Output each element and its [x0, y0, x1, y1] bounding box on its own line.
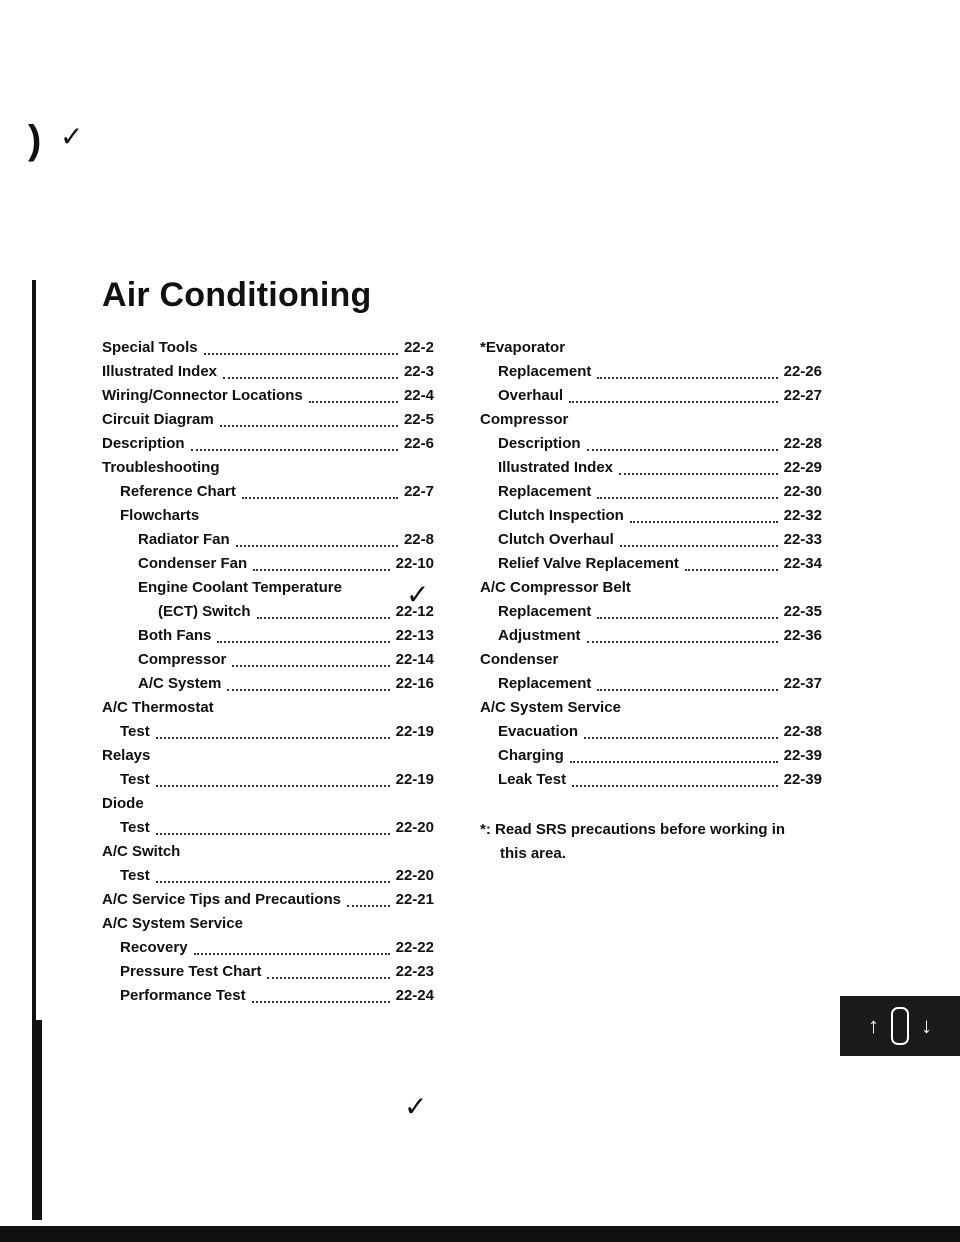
dot-leader	[587, 640, 778, 643]
toc-entry[interactable]	[102, 360, 434, 384]
toc-heading	[102, 504, 434, 528]
toc-label: Compressor	[138, 651, 227, 668]
toc-label: Reference Chart	[120, 483, 236, 500]
toc-label: Condenser Fan	[138, 555, 248, 572]
scroll-thumb-icon[interactable]	[891, 1007, 909, 1045]
dot-leader	[587, 448, 778, 451]
dot-leader	[597, 376, 777, 379]
toc-label: Test	[120, 723, 150, 740]
toc-page-number: 22-16	[395, 675, 434, 692]
toc-label: A/C Compressor Belt	[480, 579, 631, 596]
toc-heading	[480, 576, 822, 600]
toc-entry[interactable]	[102, 936, 434, 960]
dot-leader	[619, 472, 778, 475]
toc-entry[interactable]	[480, 768, 822, 792]
toc-label: Both Fans	[138, 627, 212, 644]
dot-leader	[267, 976, 389, 979]
toc-label: Pressure Test Chart	[120, 963, 262, 980]
toc-entry[interactable]	[102, 336, 434, 360]
toc-page-number: 22-2	[403, 339, 434, 356]
toc-label: Flowcharts	[120, 507, 200, 524]
toc-page-number: 22-12	[395, 603, 434, 620]
page-navigation[interactable]	[840, 996, 960, 1056]
toc-label: Engine Coolant Temperature	[138, 579, 342, 596]
toc-page-number: 22-39	[783, 747, 822, 764]
toc-page-number: 22-32	[783, 507, 822, 524]
toc-page-number: 22-19	[395, 723, 434, 740]
toc-label: Description	[498, 435, 581, 452]
toc-left-column	[102, 336, 434, 1008]
toc-heading	[102, 576, 434, 600]
toc-label: Condenser	[480, 651, 559, 668]
toc-label: Replacement	[498, 483, 592, 500]
toc-label: *Evaporator	[480, 339, 566, 356]
toc-label: Overhaul	[498, 387, 564, 404]
toc-entry[interactable]	[480, 480, 822, 504]
toc-entry[interactable]	[102, 768, 434, 792]
toc-label: A/C Service Tips and Precautions	[102, 891, 341, 908]
toc-entry[interactable]	[480, 528, 822, 552]
toc-label: Charging	[498, 747, 564, 764]
toc-page-number: 22-19	[395, 771, 434, 788]
dot-leader	[220, 424, 398, 427]
toc-entry[interactable]	[102, 648, 434, 672]
toc-label: Diode	[102, 795, 144, 812]
toc-label: Test	[120, 867, 150, 884]
toc-page-number: 22-24	[395, 987, 434, 1004]
dot-leader	[630, 520, 778, 523]
toc-entry[interactable]	[102, 720, 434, 744]
toc-entry[interactable]	[102, 480, 434, 504]
dot-leader	[252, 1000, 390, 1003]
toc-heading	[480, 648, 822, 672]
dot-leader	[253, 568, 389, 571]
toc-page-number: 22-21	[395, 891, 434, 908]
toc-entry[interactable]	[102, 600, 434, 624]
dot-leader	[597, 616, 777, 619]
toc-heading	[102, 696, 434, 720]
toc-label: Test	[120, 771, 150, 788]
binding-edge-lower	[36, 1020, 42, 1220]
toc-entry[interactable]	[480, 672, 822, 696]
dot-leader	[570, 760, 778, 763]
checkmark-icon: ✓	[60, 121, 84, 152]
toc-entry[interactable]	[102, 864, 434, 888]
toc-label: A/C System Service	[102, 915, 243, 932]
checkmark-icon: ✓	[404, 1091, 428, 1122]
toc-entry[interactable]	[480, 504, 822, 528]
dot-leader	[597, 496, 777, 499]
toc-label: Leak Test	[498, 771, 567, 788]
toc-label: A/C System	[138, 675, 222, 692]
toc-heading	[102, 744, 434, 768]
toc-entry[interactable]	[480, 600, 822, 624]
toc-entry[interactable]	[102, 552, 434, 576]
page-title: Air Conditioning	[102, 276, 372, 314]
dot-leader	[685, 568, 778, 571]
toc-heading	[480, 336, 822, 360]
toc-page-number: 22-39	[783, 771, 822, 788]
dot-leader	[257, 616, 390, 619]
dot-leader	[597, 688, 777, 691]
toc-entry[interactable]	[480, 360, 822, 384]
toc-entry[interactable]	[480, 624, 822, 648]
toc-label: A/C System Service	[480, 699, 621, 716]
toc-page-number: 22-13	[395, 627, 434, 644]
toc-right-column	[480, 336, 822, 792]
toc-label: Compressor	[480, 411, 569, 428]
toc-label: Test	[120, 819, 150, 836]
toc-label: A/C Switch	[102, 843, 181, 860]
toc-page-number: 22-10	[395, 555, 434, 572]
toc-label: Recovery	[120, 939, 188, 956]
toc-label: Special Tools	[102, 339, 198, 356]
toc-entry[interactable]	[102, 984, 434, 1008]
toc-label: Illustrated Index	[498, 459, 614, 476]
dot-leader	[227, 688, 389, 691]
dot-leader	[204, 352, 398, 355]
dot-leader	[309, 400, 398, 403]
dot-leader	[156, 832, 390, 835]
dot-leader	[156, 736, 390, 739]
toc-entry[interactable]	[480, 720, 822, 744]
toc-page-number: 22-29	[783, 459, 822, 476]
toc-label: Description	[102, 435, 185, 452]
toc-label: Clutch Inspection	[498, 507, 624, 524]
dot-leader	[569, 400, 778, 403]
toc-label: Wiring/Connector Locations	[102, 387, 303, 404]
toc-label: Troubleshooting	[102, 459, 220, 476]
arrow-down-icon[interactable]: ↓	[921, 1013, 932, 1038]
toc-heading	[102, 456, 434, 480]
toc-heading	[480, 408, 822, 432]
toc-page-number: 22-37	[783, 675, 822, 692]
toc-page-number: 22-5	[403, 411, 434, 428]
toc-heading	[102, 912, 434, 936]
toc-page-number: 22-23	[395, 963, 434, 980]
dot-leader	[191, 448, 398, 451]
toc-heading	[102, 840, 434, 864]
dot-leader	[194, 952, 390, 955]
dot-leader	[347, 904, 390, 907]
toc-page-number: 22-4	[403, 387, 434, 404]
toc-page-number: 22-28	[783, 435, 822, 452]
toc-label: (ECT) Switch	[158, 603, 251, 620]
toc-label: Evacuation	[498, 723, 579, 740]
toc-page-number: 22-20	[395, 867, 434, 884]
toc-label: A/C Thermostat	[102, 699, 214, 716]
srs-note-line1: *: Read SRS precautions before working in	[480, 821, 786, 838]
toc-label: Relays	[102, 747, 151, 764]
toc-entry[interactable]	[102, 816, 434, 840]
toc-heading	[102, 792, 434, 816]
toc-page-number: 22-7	[403, 483, 434, 500]
toc-entry[interactable]	[102, 888, 434, 912]
toc-label: Circuit Diagram	[102, 411, 214, 428]
dot-leader	[156, 880, 390, 883]
toc-entry[interactable]	[102, 384, 434, 408]
bottom-scan-edge	[0, 1226, 960, 1242]
toc-page-number: 22-38	[783, 723, 822, 740]
arrow-up-icon[interactable]: ↑	[868, 1013, 879, 1038]
toc-label: Clutch Overhaul	[498, 531, 614, 548]
toc-page-number: 22-6	[403, 435, 434, 452]
toc-label: Performance Test	[120, 987, 246, 1004]
dot-leader	[236, 544, 398, 547]
toc-page-number: 22-3	[403, 363, 434, 380]
dot-leader	[217, 640, 389, 643]
toc-entry[interactable]	[102, 960, 434, 984]
srs-note	[480, 818, 835, 866]
toc-page-number: 22-26	[783, 363, 822, 380]
toc-page-number: 22-35	[783, 603, 822, 620]
toc-entry[interactable]	[480, 384, 822, 408]
dot-leader	[223, 376, 398, 379]
toc-entry[interactable]	[102, 672, 434, 696]
dot-leader	[242, 496, 398, 499]
toc-label: Relief Valve Replacement	[498, 555, 679, 572]
toc-label: Illustrated Index	[102, 363, 218, 380]
toc-label: Adjustment	[498, 627, 581, 644]
toc-page-number: 22-33	[783, 531, 822, 548]
toc-page-number: 22-20	[395, 819, 434, 836]
toc-page-number: 22-34	[783, 555, 822, 572]
dot-leader	[620, 544, 778, 547]
toc-page-number: 22-30	[783, 483, 822, 500]
toc-label: Replacement	[498, 675, 592, 692]
toc-heading	[480, 696, 822, 720]
toc-entry[interactable]	[480, 552, 822, 576]
dot-leader	[572, 784, 778, 787]
toc-label: Replacement	[498, 363, 592, 380]
toc-page-number: 22-8	[403, 531, 434, 548]
toc-entry[interactable]	[480, 744, 822, 768]
toc-label: Radiator Fan	[138, 531, 230, 548]
dot-leader	[584, 736, 778, 739]
toc-page-number: 22-36	[783, 627, 822, 644]
toc-entry[interactable]	[480, 456, 822, 480]
toc-label: Replacement	[498, 603, 592, 620]
toc-page-number: 22-27	[783, 387, 822, 404]
toc-entry[interactable]	[480, 432, 822, 456]
toc-entry[interactable]	[102, 624, 434, 648]
toc-entry[interactable]	[102, 528, 434, 552]
dot-leader	[232, 664, 389, 667]
checkmark-icon: ✓	[406, 579, 430, 610]
toc-entry[interactable]	[102, 408, 434, 432]
toc-page-number: 22-22	[395, 939, 434, 956]
dot-leader	[156, 784, 390, 787]
scan-mark: )	[28, 118, 42, 162]
srs-note-line2: this area.	[500, 845, 566, 862]
toc-entry[interactable]	[102, 432, 434, 456]
toc-page-number: 22-14	[395, 651, 434, 668]
